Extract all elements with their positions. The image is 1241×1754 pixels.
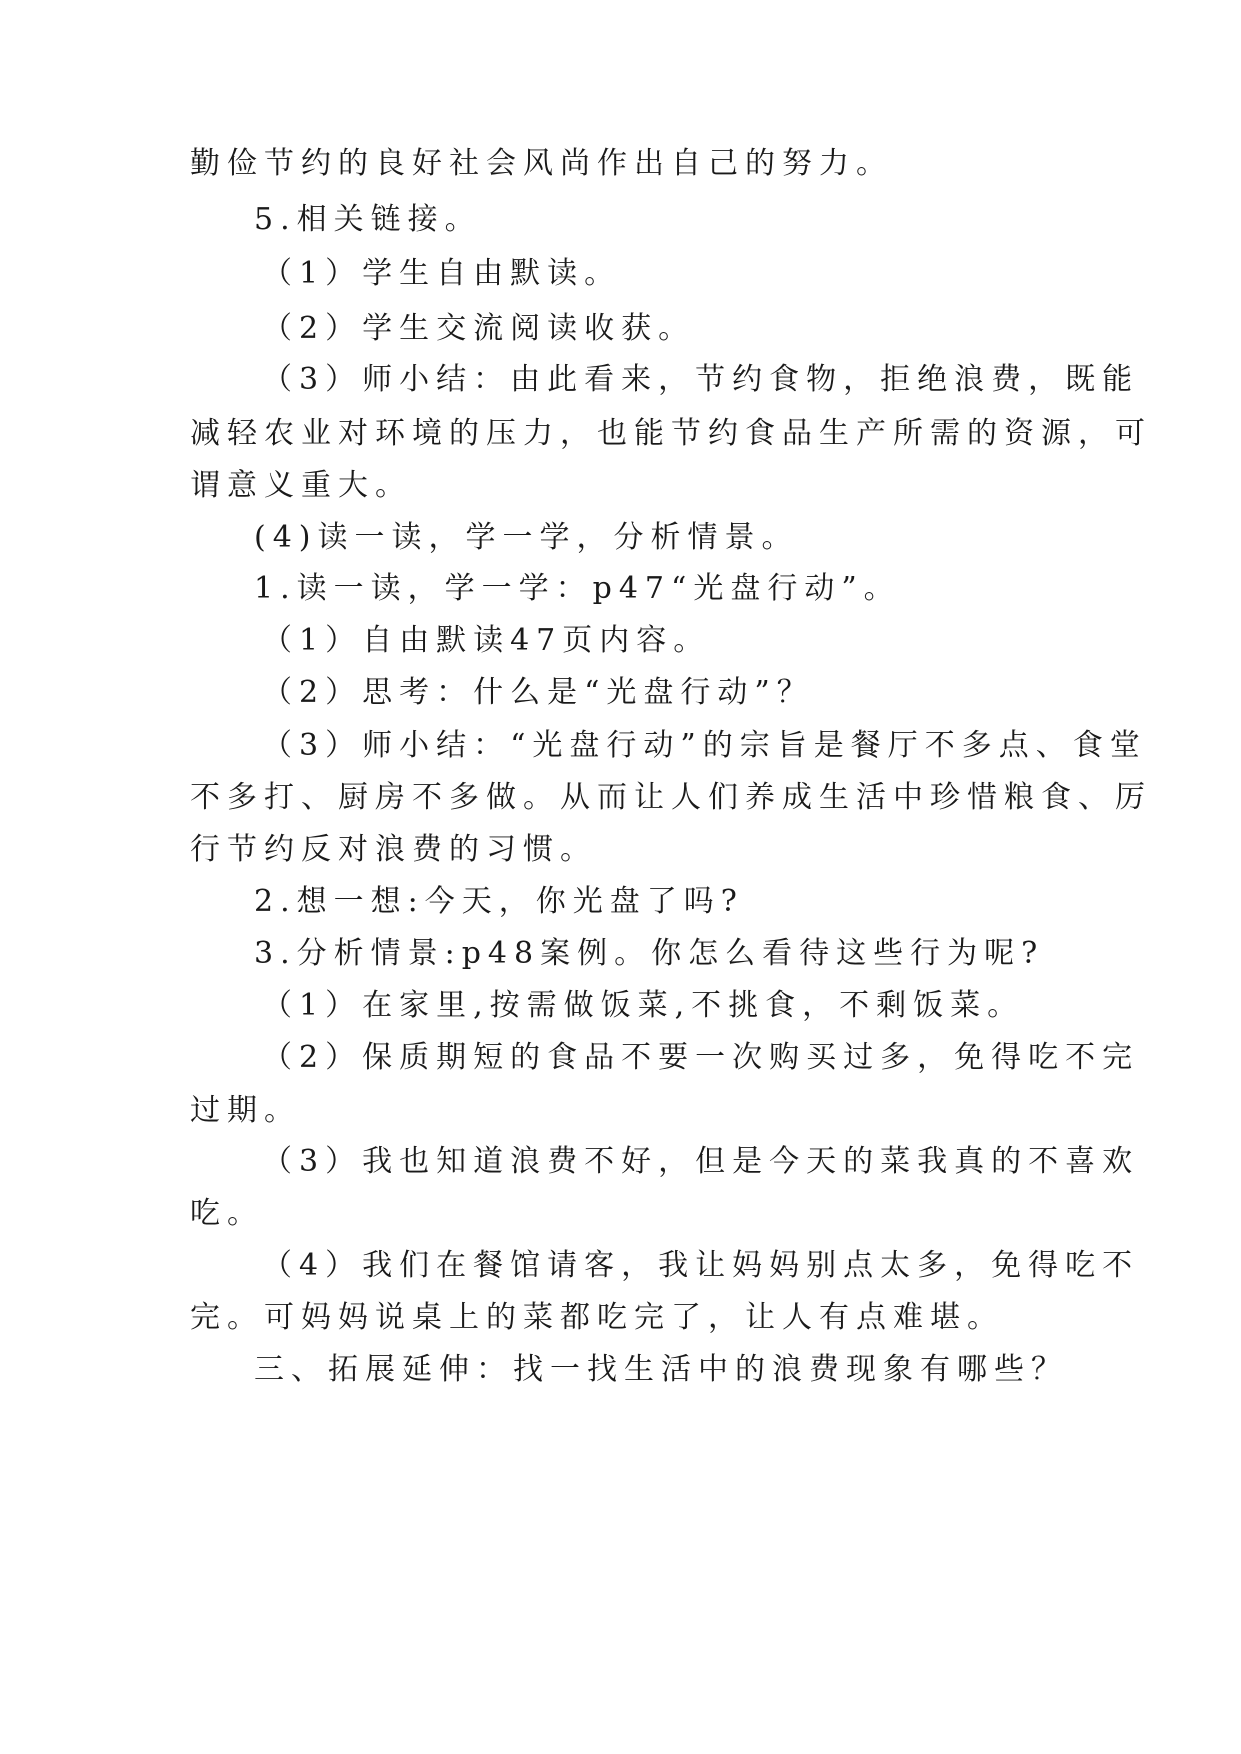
list-item: （1）学生自由默读。 xyxy=(262,256,622,291)
paragraph-line: 谓意义重大。 xyxy=(190,468,412,503)
paragraph-line: （3）师小结：“光盘行动”的宗旨是餐厅不多点、食堂 xyxy=(262,728,1147,763)
list-item: （1）自由默读47页内容。 xyxy=(262,623,711,658)
paragraph-line: （3）师小结：由此看来，节约食物，拒绝浪费，既能 xyxy=(262,362,1140,397)
paragraph-line: 勤俭节约的良好社会风尚作出自己的努力。 xyxy=(190,146,893,181)
paragraph-line: 完。可妈妈说桌上的菜都吃完了，让人有点难堪。 xyxy=(190,1300,1004,1335)
section-heading: 三、拓展延伸：找一找生活中的浪费现象有哪些？ xyxy=(254,1352,1068,1387)
section-heading: (4)读一读，学一学，分析情景。 xyxy=(254,520,799,555)
paragraph-line: 吃。 xyxy=(190,1196,264,1231)
section-heading: 1.读一读，学一学：p47“光盘行动”。 xyxy=(254,571,901,606)
paragraph-line: （2）保质期短的食品不要一次购买过多，免得吃不完 xyxy=(262,1040,1140,1075)
section-heading: 2.想一想:今天，你光盘了吗? xyxy=(254,884,744,919)
list-item: （1）在家里,按需做饭菜,不挑食，不剩饭菜。 xyxy=(262,988,1025,1023)
paragraph-line: 过期。 xyxy=(190,1093,301,1128)
paragraph-line: （4）我们在餐馆请客，我让妈妈别点太多，免得吃不 xyxy=(262,1248,1140,1283)
paragraph-line: 减轻农业对环境的压力，也能节约食品生产所需的资源，可 xyxy=(190,416,1152,451)
section-heading: 3.分析情景:p48案例。你怎么看待这些行为呢? xyxy=(254,936,1045,971)
paragraph-line: 行节约反对浪费的习惯。 xyxy=(190,832,597,867)
paragraph-line: （3）我也知道浪费不好，但是今天的菜我真的不喜欢 xyxy=(262,1144,1140,1179)
list-item: （2）思考：什么是“光盘行动”？ xyxy=(262,675,814,710)
paragraph-line: 不多打、厨房不多做。从而让人们养成生活中珍惜粮食、厉 xyxy=(190,780,1152,815)
list-item: （2）学生交流阅读收获。 xyxy=(262,311,696,346)
section-heading: 5.相关链接。 xyxy=(254,202,482,237)
